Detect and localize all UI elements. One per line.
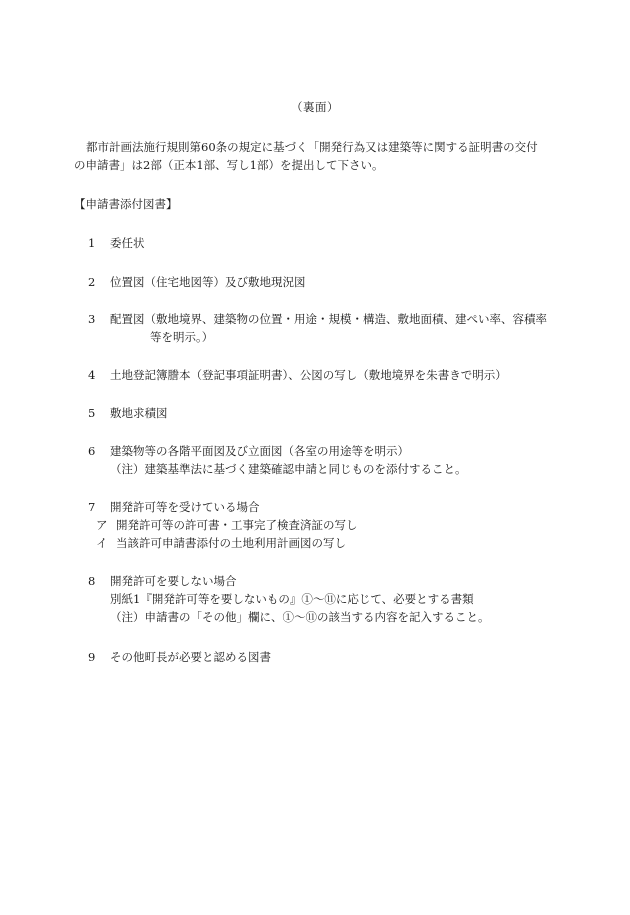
- item-number: 9: [88, 650, 96, 664]
- item-number: 6: [88, 444, 96, 458]
- item-text: 敷地求積図: [110, 406, 168, 420]
- list-item-1: [88, 234, 145, 252]
- item-note: （注）申請書の「その他」欄に、①～⑪の該当する内容を記入すること。: [110, 610, 490, 624]
- item-text: 委任状: [110, 236, 145, 250]
- list-item-7: [88, 498, 358, 552]
- item-text-continued: 等を明示。）: [150, 330, 214, 344]
- list-item-5: [88, 404, 168, 422]
- sub-item-text: 開発許可等の許可書・工事完了検査済証の写し: [116, 518, 358, 532]
- list-item-3: [88, 310, 547, 346]
- item-number: 5: [88, 406, 96, 420]
- item-number: 3: [88, 312, 96, 326]
- sub-item-mark: イ: [96, 536, 108, 550]
- item-number: 4: [88, 368, 96, 382]
- intro-line-2: の申請書」は2部（正本1部、写し1部）を提出して下さい。: [74, 158, 384, 172]
- list-item-2: [88, 273, 306, 291]
- item-text: 開発許可を要しない場合: [110, 574, 237, 588]
- sub-item-a: [88, 516, 358, 534]
- section-title: 【申請書添付図書】: [74, 197, 178, 211]
- item-text: 位置図（住宅地図等）及び敷地現況図: [110, 275, 306, 289]
- item-number: 7: [88, 500, 96, 514]
- page-heading: （裏面）: [291, 100, 339, 114]
- list-item-9: [88, 648, 271, 666]
- item-text-line-2: 別紙1『開発許可等を要しないもの』①～⑪に応じて、必要とする書類: [110, 592, 474, 606]
- item-number: 1: [88, 236, 96, 250]
- item-text: その他町長が必要と認める図書: [110, 650, 271, 664]
- sub-item-i: [88, 534, 358, 552]
- item-text: 開発許可等を受けている場合: [110, 500, 260, 514]
- intro-paragraph: [74, 138, 564, 174]
- item-number: 2: [88, 275, 96, 289]
- item-text: 建築物等の各階平面図及び立面図（各室の用途等を明示）: [110, 444, 409, 458]
- item-text: 配置図（敷地境界、建築物の位置・用途・規模・構造、敷地面積、建ぺい率、容積率: [110, 312, 547, 326]
- sub-item-mark: ア: [96, 518, 108, 532]
- item-note: （注）建築基準法に基づく建築確認申請と同じものを添付すること。: [110, 462, 467, 476]
- item-text: 土地登記簿謄本（登記事項証明書）、公図の写し（敷地境界を朱書きで明示）: [110, 368, 507, 382]
- list-item-8: [88, 572, 490, 626]
- item-number: 8: [88, 574, 96, 588]
- list-item-6: [88, 442, 467, 478]
- list-item-4: [88, 366, 507, 384]
- sub-item-text: 当該許可申請書添付の土地利用計画図の写し: [116, 536, 346, 550]
- intro-line-1: 都市計画法施行規則第60条の規定に基づく「開発行為又は建築等に関する証明書の交付: [86, 140, 538, 154]
